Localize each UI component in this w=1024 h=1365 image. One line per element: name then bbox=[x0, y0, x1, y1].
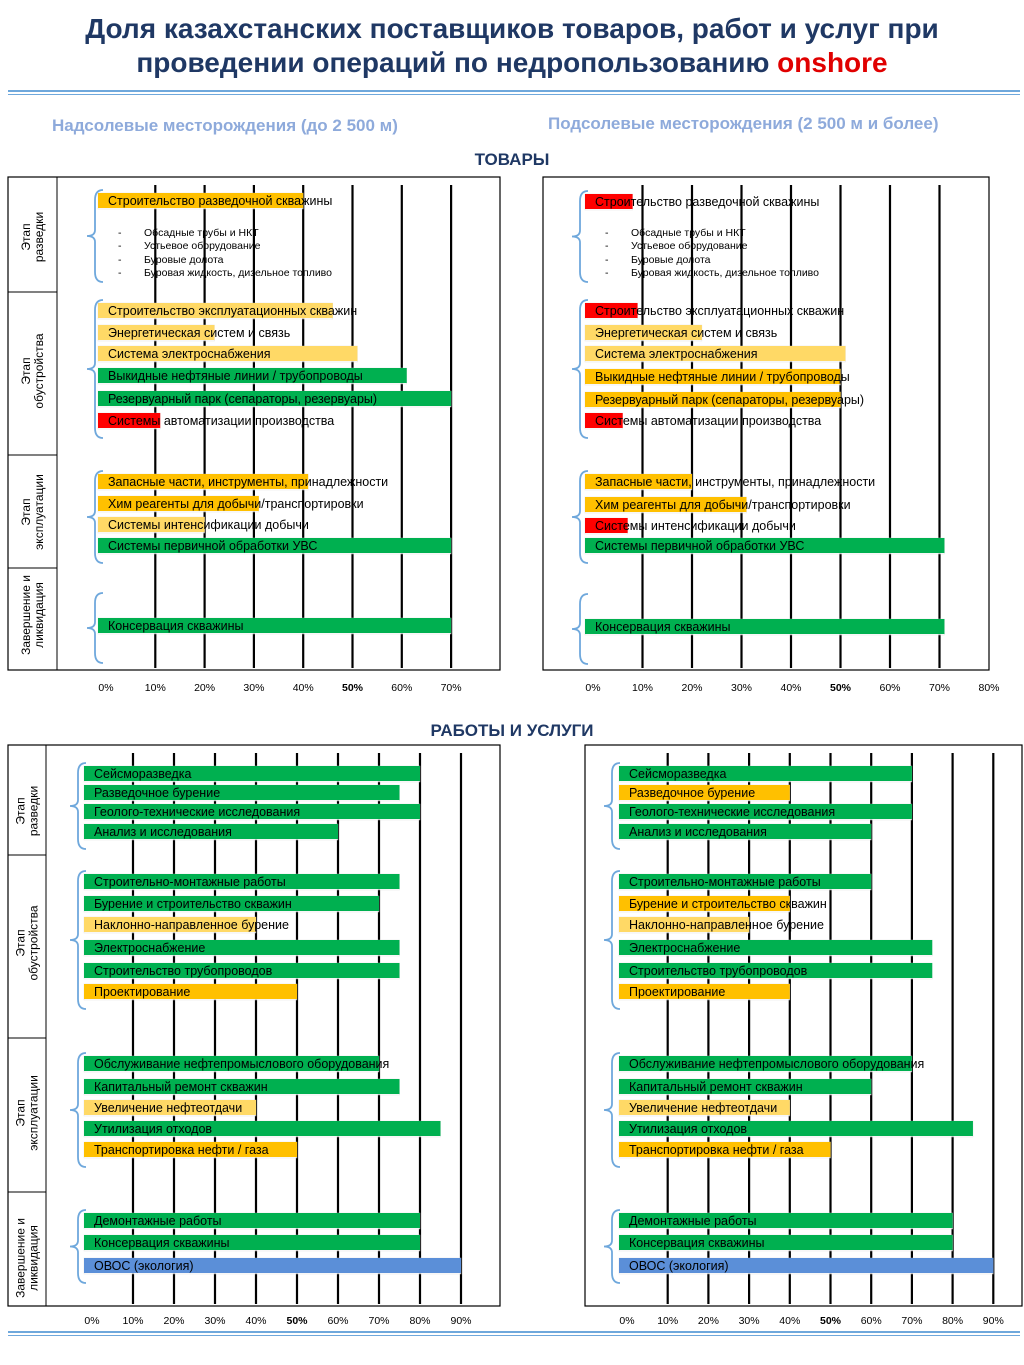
bar-label: Наклонно-направленное бурение bbox=[94, 918, 289, 932]
tick-label: 0% bbox=[619, 1315, 635, 1327]
bar-label: Утилизация отходов bbox=[629, 1122, 748, 1136]
stage-brace bbox=[70, 1053, 86, 1167]
tick-label: 70% bbox=[901, 1315, 923, 1327]
bar-label: Геолого-технические исследования bbox=[629, 805, 836, 819]
tick-label: 40% bbox=[780, 682, 802, 694]
bar-label: Система электроснабжения bbox=[595, 347, 758, 361]
sublist-item: Обсадные трубы и НКТ bbox=[144, 227, 259, 239]
bar-label: Обслуживание нефтепромыслового оборудования bbox=[629, 1057, 925, 1071]
bar-label: Строительство трубопроводов bbox=[629, 964, 808, 978]
bar-label: Бурение и строительство скважин bbox=[94, 897, 292, 911]
sublist-item: Буровая жидкость, дизельное топливо bbox=[144, 267, 332, 279]
sublist-item: Обсадные трубы и НКТ bbox=[631, 227, 746, 239]
bar-label: Бурение и строительство скважин bbox=[629, 897, 827, 911]
bar-label: Консервация скважины bbox=[94, 1236, 230, 1250]
bar-label: Проектирование bbox=[94, 985, 191, 999]
stage-brace bbox=[604, 871, 620, 1009]
tick-label: 40% bbox=[245, 1315, 267, 1327]
stage-label: Завершение и bbox=[13, 1218, 28, 1298]
sublist-dash: - bbox=[605, 240, 609, 252]
tick-label: 90% bbox=[450, 1315, 472, 1327]
sublist-dash: - bbox=[605, 267, 609, 279]
tick-label: 0% bbox=[84, 1315, 100, 1327]
tick-label: 50% bbox=[341, 682, 364, 694]
bar-label: Увеличение нефтеотдачи bbox=[94, 1101, 243, 1115]
stage-brace bbox=[604, 1053, 620, 1167]
stage-label: Этап bbox=[19, 357, 33, 385]
bar-label: Разведочное бурение bbox=[629, 786, 756, 800]
bar-label: Хим реагенты для добычи/транспортировки bbox=[108, 497, 364, 511]
bar-label: ОВОС (экология) bbox=[94, 1259, 194, 1273]
chart-works-right bbox=[585, 745, 1022, 1327]
stage-brace bbox=[604, 1210, 620, 1283]
tick-label: 40% bbox=[779, 1315, 801, 1327]
bar-label: Транспортировка нефти / газа bbox=[94, 1143, 269, 1157]
sublist-item: Буровые долота bbox=[631, 254, 711, 266]
sublist-item: Устьевое оборудование bbox=[631, 240, 748, 252]
tick-label: 20% bbox=[194, 682, 216, 694]
stage-label: Этап bbox=[19, 498, 33, 526]
bar-label: Системы интенсификации добычи bbox=[108, 518, 309, 532]
stage-label: Завершение и bbox=[19, 575, 33, 655]
bar-label: Геолого-технические исследования bbox=[94, 805, 301, 819]
bar-label: Наклонно-направленное бурение bbox=[629, 918, 824, 932]
bar-label: Системы интенсификации добычи bbox=[595, 519, 796, 533]
tick-label: 20% bbox=[681, 682, 703, 694]
bar-label: Строительство эксплуатационных скважин bbox=[108, 304, 358, 318]
sublist-dash: - bbox=[118, 267, 122, 279]
tick-label: 20% bbox=[163, 1315, 185, 1327]
bar-label: Запасные части, инструменты, принадлежности bbox=[108, 475, 389, 489]
sublist-dash: - bbox=[118, 240, 122, 252]
tick-label: 60% bbox=[391, 682, 413, 694]
tick-label: 60% bbox=[860, 1315, 882, 1327]
tick-label: 80% bbox=[978, 682, 1000, 694]
bar-label: Анализ и исследования bbox=[629, 825, 767, 839]
title-line-2-main: проведении операций по недропользованию bbox=[136, 47, 770, 78]
bar-label: Строительство трубопроводов bbox=[94, 964, 273, 978]
sublist-dash: - bbox=[605, 227, 609, 239]
bar-label: Электроснабжение bbox=[629, 941, 741, 955]
section-goods-title: ТОВАРЫ bbox=[474, 150, 550, 169]
stage-brace bbox=[70, 1210, 86, 1283]
stage-label: эксплуатации bbox=[32, 474, 46, 550]
chart-works-left bbox=[8, 745, 500, 1327]
stage-label: Этап bbox=[19, 223, 33, 251]
sublist-dash: - bbox=[118, 227, 122, 239]
tick-label: 0% bbox=[585, 682, 601, 694]
stage-label: Этап bbox=[13, 929, 28, 957]
tick-label: 30% bbox=[730, 682, 753, 694]
tick-label: 10% bbox=[657, 1315, 679, 1327]
bar-label: Консервация скважины bbox=[629, 1236, 765, 1250]
sublist-item: Устьевое оборудование bbox=[144, 240, 261, 252]
tick-label: 50% bbox=[286, 1315, 308, 1327]
bar-label: Консервация скважины bbox=[595, 620, 731, 634]
tick-label: 30% bbox=[243, 682, 265, 694]
stage-label: ликвидация bbox=[26, 1225, 41, 1291]
bar-label: Сейсморазведка bbox=[94, 767, 192, 781]
sublist-item: Буровая жидкость, дизельное топливо bbox=[631, 267, 819, 279]
bar-label: Сейсморазведка bbox=[629, 767, 727, 781]
bar-label: Системы первичной обработки УВС bbox=[595, 539, 805, 553]
section-works-title: РАБОТЫ И УСЛУГИ bbox=[430, 721, 594, 740]
stage-brace bbox=[70, 871, 86, 1009]
stage-label: Этап bbox=[13, 1099, 28, 1127]
bar-label: Система электроснабжения bbox=[108, 347, 271, 361]
bar-label: Консервация скважины bbox=[108, 619, 244, 633]
bar-label: Выкидные нефтяные линии / трубопроводы bbox=[595, 370, 850, 384]
sublist-dash: - bbox=[605, 254, 609, 266]
bar-label: Выкидные нефтяные линии / трубопроводы bbox=[108, 369, 363, 383]
bar-label: Энергетическая систем и связь bbox=[108, 326, 291, 340]
bar-label: Системы автоматизации производства bbox=[595, 414, 822, 428]
stage-label: разведки bbox=[26, 785, 41, 837]
tick-label: 70% bbox=[368, 1315, 390, 1327]
tick-label: 70% bbox=[440, 682, 462, 694]
tick-label: 40% bbox=[292, 682, 314, 694]
bar-label: Капитальный ремонт скважин bbox=[94, 1080, 268, 1094]
bar-label: Хим реагенты для добычи/транспортировки bbox=[595, 498, 851, 512]
tick-label: 50% bbox=[829, 682, 852, 694]
bar-label: Строительство разведочной скважины bbox=[595, 195, 820, 209]
bar-label: Утилизация отходов bbox=[94, 1122, 213, 1136]
stage-brace bbox=[604, 763, 620, 849]
bar-label: Строительно-монтажные работы bbox=[629, 875, 821, 889]
tick-label: 50% bbox=[819, 1315, 842, 1327]
bar-label: Транспортировка нефти / газа bbox=[629, 1143, 804, 1157]
bar-label: Демонтажные работы bbox=[94, 1214, 222, 1228]
sublist-item: Буровые долота bbox=[144, 254, 224, 266]
stage-label: эксплуатации bbox=[26, 1075, 41, 1151]
bar-label: Анализ и исследования bbox=[94, 825, 232, 839]
stage-label: Этап bbox=[13, 797, 28, 825]
bar-label: Системы автоматизации производства bbox=[108, 414, 335, 428]
bar-label: Электроснабжение bbox=[94, 941, 206, 955]
left-column-header: Надсолевые месторождения (до 2 500 м) bbox=[52, 116, 398, 135]
title-accent: onshore bbox=[777, 47, 888, 78]
title-line-1: Доля казахстанских поставщиков товаров, работ и услуг при bbox=[85, 13, 939, 44]
bar-label: Резервуарный парк (сепараторы, резервуары) bbox=[595, 393, 865, 407]
stage-label: ликвидация bbox=[32, 582, 46, 648]
bar-label: Обслуживание нефтепромыслового оборудования bbox=[94, 1057, 390, 1071]
tick-label: 10% bbox=[122, 1315, 144, 1327]
tick-label: 20% bbox=[697, 1315, 719, 1327]
tick-label: 0% bbox=[98, 682, 114, 694]
bar-label: Строительство эксплуатационных скважин bbox=[595, 304, 845, 318]
stage-label: обустройства bbox=[32, 333, 46, 409]
tick-label: 60% bbox=[327, 1315, 349, 1327]
tick-label: 70% bbox=[928, 682, 951, 694]
bar-label: ОВОС (экология) bbox=[629, 1259, 729, 1273]
bar-label: Проектирование bbox=[629, 985, 726, 999]
bar-label: Строительство разведочной скважины bbox=[108, 194, 333, 208]
stage-label: разведки bbox=[32, 211, 46, 263]
tick-label: 30% bbox=[738, 1315, 760, 1327]
stage-brace bbox=[70, 763, 86, 849]
bar-label: Разведочное бурение bbox=[94, 786, 221, 800]
tick-label: 80% bbox=[409, 1315, 431, 1327]
bar-label: Строительно-монтажные работы bbox=[94, 875, 286, 889]
bar-label: Системы первичной обработки УВС bbox=[108, 539, 318, 553]
tick-label: 10% bbox=[144, 682, 166, 694]
tick-label: 30% bbox=[204, 1315, 226, 1327]
tick-label: 90% bbox=[982, 1315, 1004, 1327]
bar-label: Капитальный ремонт скважин bbox=[629, 1080, 803, 1094]
tick-label: 80% bbox=[942, 1315, 964, 1327]
tick-label: 10% bbox=[631, 682, 654, 694]
bar-label: Резервуарный парк (сепараторы, резервуары) bbox=[108, 392, 378, 406]
bar-label: Запасные части, инструменты, принадлежности bbox=[595, 475, 876, 489]
sublist-dash: - bbox=[118, 254, 122, 266]
bar-label: Демонтажные работы bbox=[629, 1214, 757, 1228]
right-column-header: Подсолевые месторождения (2 500 м и более) bbox=[548, 114, 939, 133]
bar-label: Энергетическая систем и связь bbox=[595, 326, 778, 340]
chart-goods-right bbox=[543, 177, 1000, 694]
bar-label: Увеличение нефтеотдачи bbox=[629, 1101, 778, 1115]
chart-goods-left bbox=[8, 177, 500, 694]
stage-label: обустройства bbox=[26, 905, 41, 981]
tick-label: 60% bbox=[879, 682, 901, 694]
